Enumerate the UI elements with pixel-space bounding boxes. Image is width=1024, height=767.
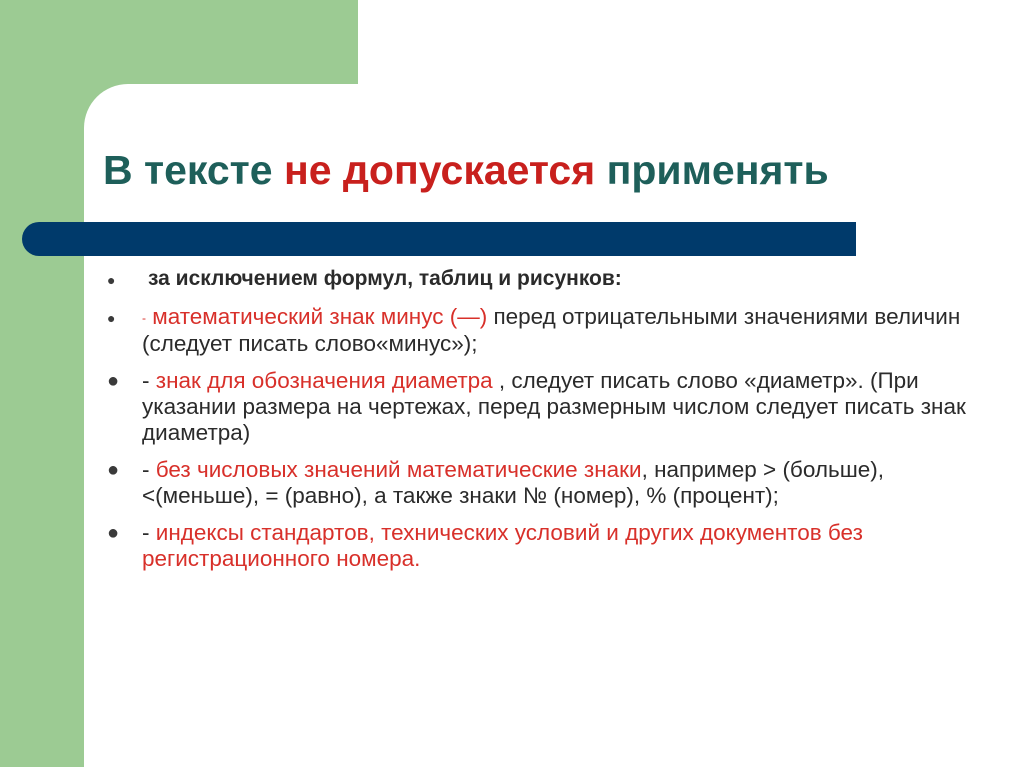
list-item-text (142, 368, 1004, 446)
title-underline-bar (22, 222, 856, 256)
bullet-dot-icon: ● (107, 310, 116, 326)
title-part1: В тексте (103, 147, 284, 193)
item-dash: - (142, 457, 156, 482)
item-rest-text: перед отрицательными значениями величин (следует писать слово«минус»); (142, 304, 961, 356)
item-red-text: знак для обозначения диаметра (155, 368, 493, 393)
bullet-dot-icon: ● (107, 522, 120, 544)
item-red-text: индексы стандартов, технических условий и других документов без регистрационного номера. (142, 520, 863, 571)
bullet-dot-icon: ● (107, 459, 120, 481)
list-item (104, 267, 1004, 291)
bullet-list (104, 265, 1004, 572)
list-item-text: за исключением формул, таблиц и рисунков: (148, 267, 622, 290)
slide-title (103, 147, 829, 193)
list-item (104, 304, 1004, 357)
list-item (104, 520, 1004, 572)
item-red-text: математический знак минус (—) (146, 304, 488, 329)
title-accent: не допускается (283, 147, 596, 193)
green-left-strip (0, 0, 84, 767)
item-rest-text: , например > (больше), <(меньше), = (равно), а также знаки № (номер), % (процент); (142, 457, 884, 508)
list-item (104, 457, 1004, 509)
list-item-text (142, 457, 1004, 509)
bullet-dot-icon: ● (107, 370, 120, 392)
item-rest-text: , следует писать слово «диаметр». (При указании размера на чертежах, перед размерным числом следует писать знак диаметра) (142, 368, 966, 445)
bullet-dot-icon: ● (107, 272, 116, 288)
item-red-text: без числовых значений математические знаки (155, 457, 642, 482)
list-item (104, 368, 1004, 446)
list-item-text (142, 304, 1004, 357)
item-dash: - (142, 311, 146, 325)
item-dash: - (142, 520, 156, 545)
title-part2: применять (595, 147, 829, 193)
item-dash: - (142, 368, 156, 393)
list-item-text (142, 520, 1004, 572)
